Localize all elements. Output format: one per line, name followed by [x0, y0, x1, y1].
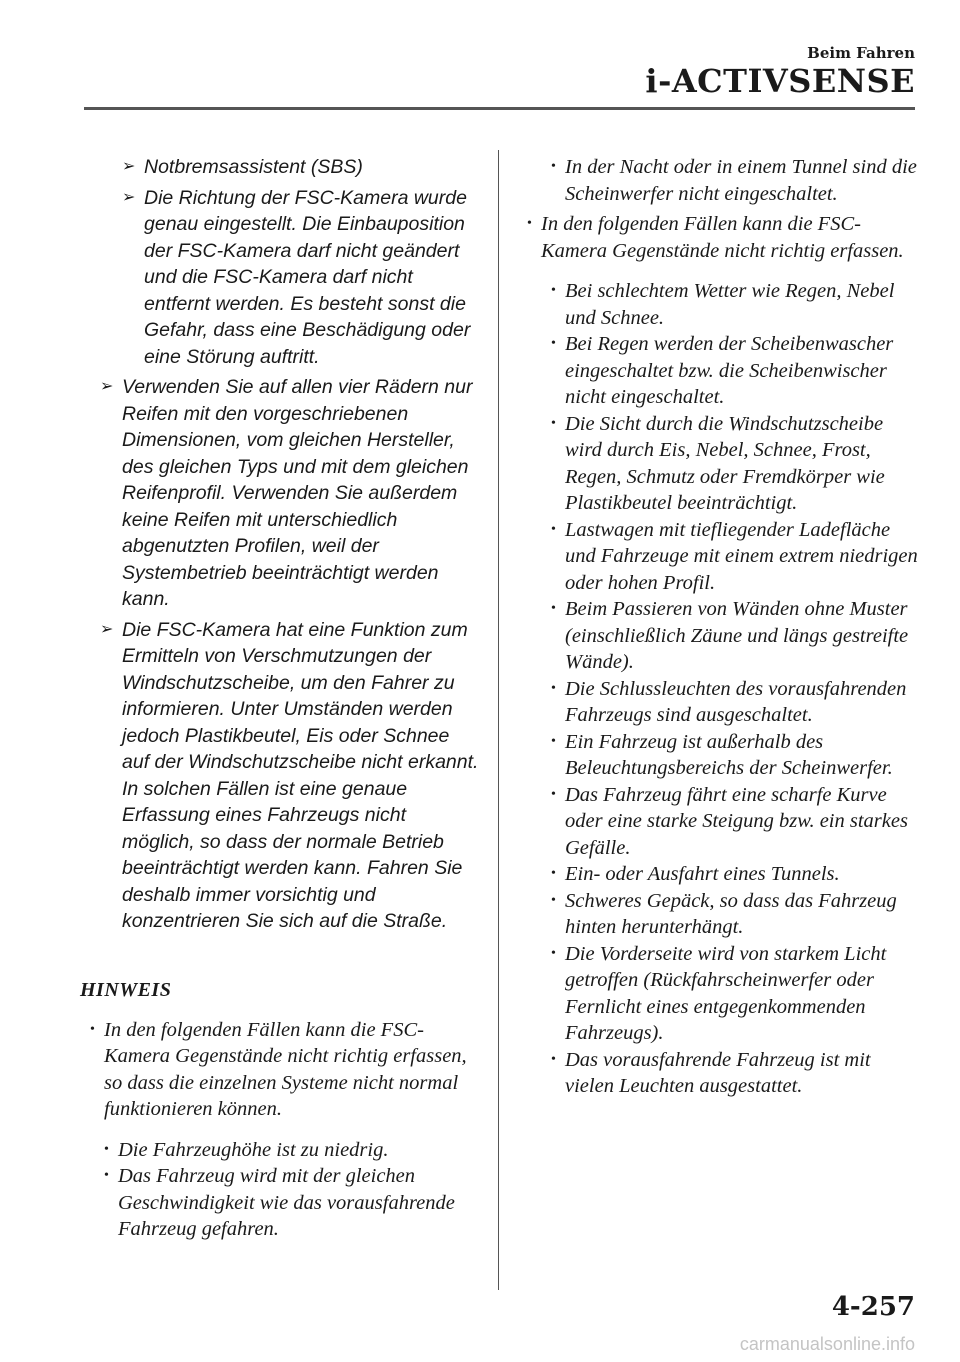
- sub-item: [122, 185, 480, 371]
- list-item: [547, 782, 923, 862]
- list-item-text: Die FSC-Kamera hat eine Funktion zum Ermitteln von Verschmutzungen der Windschutzscheibe, um den Fahrer zu informieren. Unter Umständen werden jedoch Plastikbeutel, Eis oder Schnee auf der Windschutzscheibe nicht erkannt. In solchen Fällen ist eine genaue Erfassung eines Fahrzeugs nicht möglich, so dass der normale Betrieb beeinträchtigt werden kann. Fahren Sie deshalb immer vorsichtig und konzentrieren Sie sich auf die Straße.: [122, 618, 479, 932]
- list-item: [100, 374, 480, 613]
- list-item-text: Das Fahrzeug fährt eine scharfe Kurve oder eine starke Steigung bzw. ein starkes Gefälle.: [565, 783, 908, 859]
- bullet-dot-icon: •: [551, 680, 556, 696]
- list-item-text: Die Vorderseite wird von starkem Licht getroffen (Rückfahrscheinwerfer oder Fernlicht eines entgegenkommenden Fahrzeugs).: [565, 942, 887, 1044]
- section-intro-text: In den folgenden Fällen kann die FSC-Kamera Gegenstände nicht richtig erfassen.: [541, 213, 904, 262]
- list-item: [547, 888, 923, 941]
- section-label: Beim Fahren: [807, 44, 915, 62]
- list-item: [547, 411, 923, 517]
- list-item-text: Die Sicht durch die Windschutzscheibe wird durch Eis, Nebel, Schnee, Frost, Regen, Schmutz oder Fremdkörper wie Plastikbeutel beeinträchtigt.: [565, 412, 885, 514]
- watermark: carmanualsonline.info: [739, 1334, 915, 1354]
- list-item: [100, 1137, 480, 1164]
- list-item: [547, 596, 923, 676]
- bullet-dot-icon: •: [551, 601, 556, 616]
- list-item-text: Bei Regen werden der Scheibenwascher eingeschaltet bzw. die Scheibenwischer nicht eingeschaltet.: [565, 333, 894, 408]
- list-item-text: Lastwagen mit tiefliegender Ladefläche und Fahrzeuge mit einem extrem niedrigen oder hohen Profil.: [565, 518, 918, 594]
- list-item: [547, 1047, 923, 1100]
- note-bullet-list: [100, 1137, 480, 1243]
- bullet-dot-icon: •: [551, 866, 556, 881]
- note-intro-text: In den folgenden Fällen kann die FSC-Kamera Gegenstände nicht richtig erfassen, so dass die einzelnen Systeme nicht normal funktionieren können.: [104, 1018, 467, 1120]
- sub-item: [122, 154, 480, 181]
- list-item: [547, 676, 923, 729]
- list-item-text: Die Schlussleuchten des vorausfahrenden Fahrzeugs sind ausgeschaltet.: [565, 677, 907, 726]
- bullet-dot-icon: •: [551, 1051, 556, 1067]
- bullet-dot-icon: •: [551, 415, 556, 431]
- bullet-dot-icon: •: [527, 216, 532, 231]
- list-item-text: Ein- oder Ausfahrt eines Tunnels.: [565, 863, 840, 885]
- list-item: [547, 941, 923, 1047]
- list-item-text: Verwenden Sie auf allen vier Rädern nur Reifen mit den vorgeschriebenen Dimensionen, vom gleichen Hersteller, des gleichen Typs und mit dem gleichen Reifenprofil. Verwenden Sie außerdem keine Reifen mit unterschiedlich abgenutzten Profilen, weil der Systembetrieb beeinträchtigt werden kann.: [122, 376, 473, 610]
- bullet-dot-icon: •: [551, 521, 556, 537]
- arrow-bullet-icon: ➢: [122, 188, 136, 206]
- list-item: [100, 1163, 480, 1243]
- header-divider: [84, 107, 915, 110]
- left-column: [80, 154, 480, 1243]
- list-item-text: Ein Fahrzeug ist außerhalb des Beleuchtungsbereichs der Scheinwerfer.: [565, 730, 893, 779]
- section-intro: [523, 211, 923, 264]
- list-item-text: Das Fahrzeug wird mit der gleichen Geschwindigkeit wie das vorausfahrende Fahrzeug gefahren.: [118, 1165, 455, 1240]
- list-item: [547, 331, 923, 411]
- top-bullet-list: [547, 154, 923, 207]
- right-column: [523, 154, 923, 1100]
- note-intro: [86, 1017, 480, 1123]
- list-item: [547, 861, 923, 888]
- list-item-text: Die Fahrzeughöhe ist zu niedrig.: [118, 1138, 389, 1161]
- bullet-dot-icon: •: [551, 733, 556, 749]
- page-number: 4-257: [831, 1292, 915, 1322]
- arrow-bullet-icon: ➢: [100, 378, 114, 395]
- arrow-bullet-icon: ➢: [122, 158, 136, 175]
- sub-item-text: Notbremsassistent (SBS): [144, 156, 363, 178]
- list-item-text: Schweres Gepäck, so dass das Fahrzeug hinten herunterhängt.: [565, 889, 897, 938]
- bullet-dot-icon: •: [90, 1021, 95, 1037]
- bullet-dot-icon: •: [551, 945, 556, 961]
- page-title: i-ACTIVSENSE: [645, 62, 915, 100]
- list-item-text: Bei schlechtem Wetter wie Regen, Nebel und Schnee.: [565, 280, 895, 329]
- bullet-dot-icon: •: [104, 1168, 109, 1183]
- bullet-dot-icon: •: [104, 1141, 109, 1157]
- list-item: [547, 729, 923, 782]
- list-item-text: In der Nacht oder in einem Tunnel sind die Scheinwerfer nicht eingeschaltet.: [565, 156, 917, 205]
- column-divider: [498, 150, 499, 1290]
- sub-item-text: Die Richtung der FSC-Kamera wurde genau eingestellt. Die Einbauposition der FSC-Kamera darf nicht geändert und die FSC-Kamera darf nicht entfernt werden. Es besteht sonst die Gefahr, dass eine Beschädigung oder eine Störung auftritt.: [144, 186, 471, 368]
- arrow-bullet-icon: ➢: [100, 620, 114, 638]
- bullet-dot-icon: •: [551, 159, 556, 174]
- list-item-text: Das vorausfahrende Fahrzeug ist mit vielen Leuchten ausgestattet.: [565, 1048, 871, 1097]
- condition-list: [547, 278, 923, 1100]
- list-item-text: Beim Passieren von Wänden ohne Muster (einschließlich Zäune und längs gestreifte Wände).: [565, 598, 909, 673]
- list-item: [547, 517, 923, 597]
- note-heading: HINWEIS: [80, 978, 172, 1001]
- bullet-dot-icon: •: [551, 283, 556, 298]
- sub-item-list: [122, 154, 480, 370]
- bullet-dot-icon: •: [551, 786, 556, 802]
- bullet-dot-icon: •: [551, 892, 556, 908]
- bullet-dot-icon: •: [551, 336, 556, 351]
- list-item: [547, 278, 923, 331]
- list-item: [547, 154, 923, 207]
- list-item: [100, 617, 480, 935]
